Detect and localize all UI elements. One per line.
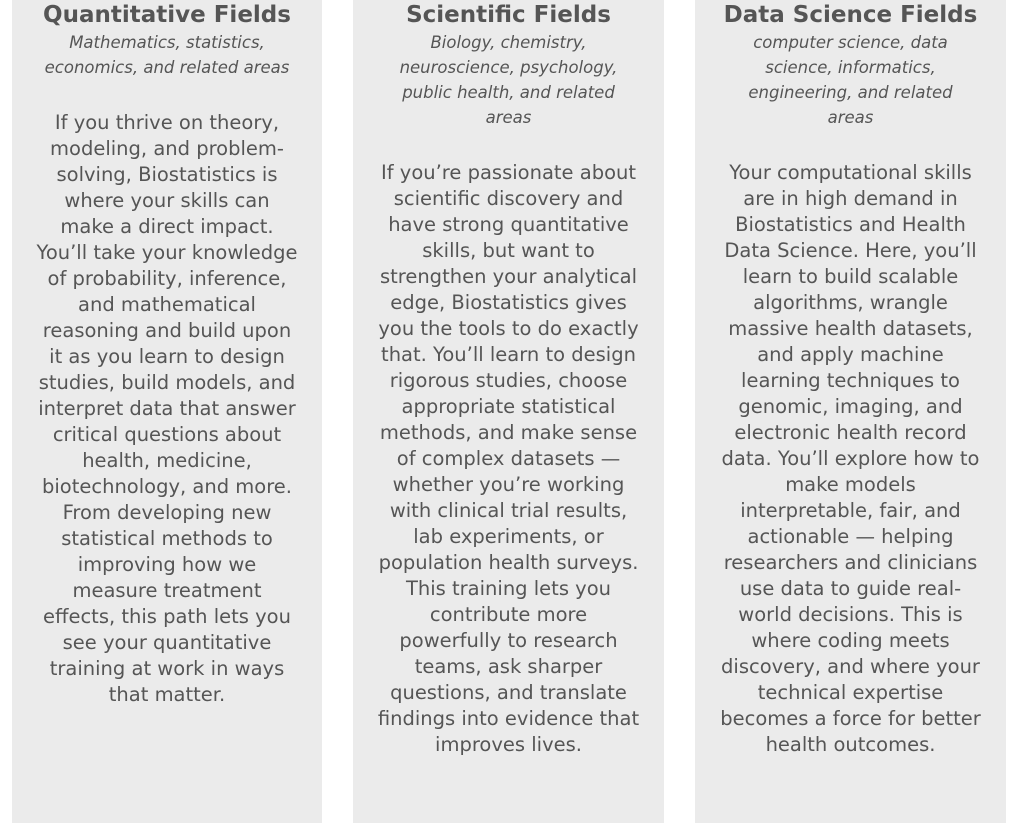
data-science-fields-column: [695, 0, 1006, 823]
scientific-fields-column: [353, 0, 664, 823]
column-subtitle: computer science, data science, informatics, engineering, and related areas: [748, 33, 953, 127]
column-body: Your computational skills are in high demand in Biostatistics and Health Data Science. Here, you’ll learn to build scalable algorithms, wrangle massive health datasets, and apply machine learning techniques to genomic, imaging, and electronic health record data. You’ll explore how to make models interpretable, fair, and actionable — helping researchers and clinicians use data to guide real-world decisions. This is where coding meets discovery, and where your technical expertise becomes a force for better health outcomes.: [720, 161, 981, 756]
column-title: Quantitative Fields: [43, 2, 291, 28]
column-title: Data Science Fields: [723, 2, 978, 28]
column-body: If you’re passionate about scientific discovery and have strong quantitative skills, but want to strengthen your analytical edge, Biostatistics gives you the tools to do exactly that. You’ll learn to design rigorous studies, choose appropriate statistical methods, and make sense of complex datasets — whether you’re working with clinical trial results, lab experiments, or population health surveys. This training lets you contribute more powerfully to research teams, ask sharper questions, and translate findings into evidence that improves lives.: [377, 161, 640, 756]
column-body: If you thrive on theory, modeling, and problem-solving, Biostatistics is where your skills can make a direct impact. You’ll take your knowledge of probability, inference, and mathematical reasoning and build upon it as you learn to design studies, build models, and interpret data that answer critical questions about health, medicine, biotechnology, and more. From developing new statistical methods to improving how we measure treatment effects, this path lets you see your quantitative training at work in ways that matter.: [36, 111, 298, 706]
column-title: Scientific Fields: [406, 2, 611, 28]
quantitative-fields-column: [12, 0, 322, 823]
column-subtitle: Biology, chemistry, neuroscience, psychology, public health, and related areas: [399, 33, 618, 127]
column-subtitle: Mathematics, statistics, economics, and related areas: [44, 33, 290, 77]
